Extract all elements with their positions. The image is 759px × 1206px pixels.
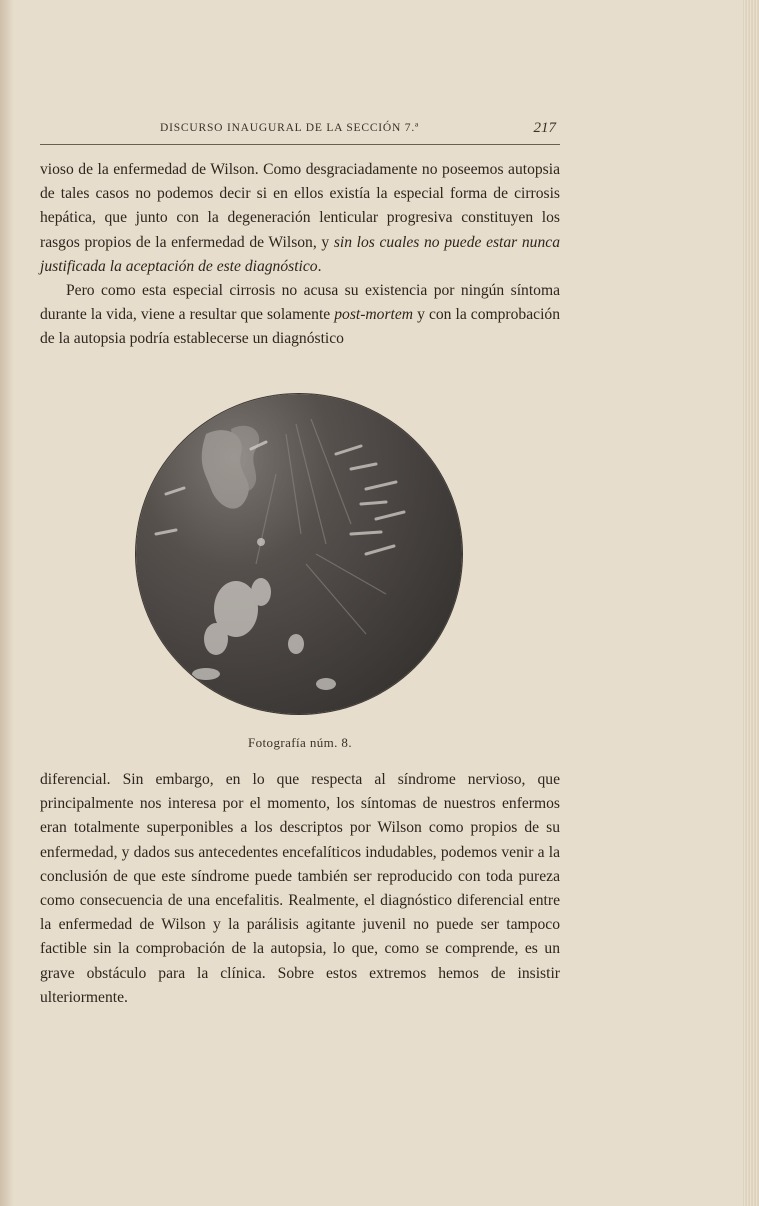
page-gutter-shadow xyxy=(0,0,14,1206)
text-block-bottom xyxy=(40,768,560,1010)
figure-caption xyxy=(0,735,600,751)
paragraph-1-text: vioso de la enfermedad de Wilson. Como desgraciadamente no poseemos autopsia de tales casos no podemos decir si en ellos existía la especial forma de cirrosis hepática, que junto con la degeneración lenticular progresiva constituyen los rasgos propios de la enfermedad de Wilson, y xyxy=(40,161,560,251)
micrograph-texture xyxy=(136,394,462,714)
page-number: 217 xyxy=(533,120,556,136)
running-head: DISCURSO INAUGURAL DE LA SECCIÓN 7.ª xyxy=(160,122,420,134)
paragraph-2 xyxy=(40,279,560,352)
paragraph-1 xyxy=(40,158,560,279)
paragraph-2-end: y con la comprobación de la autopsia podría establecerse un diagnóstico xyxy=(40,306,560,348)
micrograph-photo xyxy=(136,394,462,714)
paragraph-1-end: . xyxy=(317,257,322,275)
text-block-top xyxy=(40,158,560,352)
paragraph-2-italic: post-mortem xyxy=(334,306,414,324)
figure-caption-text: Fotografía núm. 8. xyxy=(248,735,352,750)
paragraph-1-italic: sin los cuales no puede estar nunca justificada la aceptación de este diagnóstico xyxy=(40,233,560,275)
paragraph-3: diferencial. Sin embargo, en lo que respecta al síndrome nervioso, que principalmente nos interesa por el momento, los síntomas de nuestros enfermos eran totalmente superponibles a los descriptos por Wilson como propios de su enfermedad, y dados sus antecedentes encefalíticos indudables, podemos venir a la conclusión de que este síndrome puede también ser reproducido con toda pureza como consecuencia de una encefalitis. Realmente, el diagnóstico diferencial entre la enfermedad de Wilson y la parálisis agitante juvenil no puede ser tampoco factible sin la comprobación de la autopsia, lo que, como se comprende, es un grave obstáculo para la clínica. Sobre estos extremos hemos de insistir ulteriormente. xyxy=(40,771,560,1006)
page-header xyxy=(40,120,560,145)
paragraph-2-start: Pero como esta especial cirrosis no acusa su existencia por ningún síntoma durante la vida, viene a resultar que solamente xyxy=(40,282,560,324)
page-edge xyxy=(743,0,759,1206)
